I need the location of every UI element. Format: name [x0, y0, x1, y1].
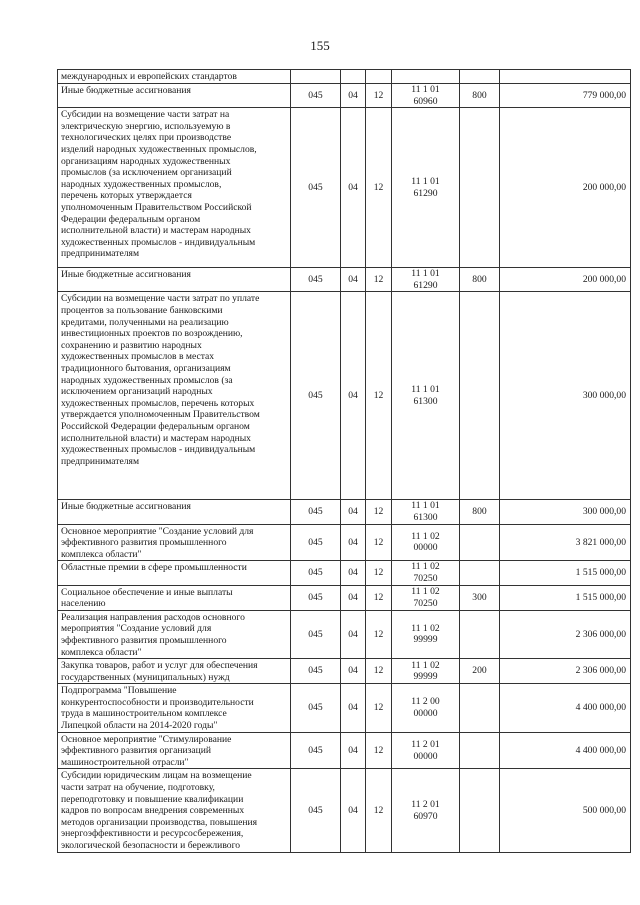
amount-cell: 300 000,00 [500, 500, 631, 524]
expense-name-line: кредитами, полученными на реализацию [61, 316, 229, 328]
expense-type-cell: 800 [460, 500, 500, 524]
section-cell: 04 [341, 108, 366, 268]
target-article-line: 61300 [413, 511, 438, 523]
expense-type-cell [460, 610, 500, 658]
target-article-line: 00000 [413, 707, 438, 719]
expense-name-cell [58, 769, 291, 852]
expense-name-line: уполномоченным Правительством Российской [61, 201, 252, 213]
expense-name-line: Закупка товаров, работ и услуг для обеспечения [61, 660, 258, 672]
section-cell: 04 [341, 292, 366, 500]
table-row [58, 84, 631, 108]
table-row [58, 524, 631, 561]
admin-code-cell: 045 [291, 561, 341, 585]
expense-name-line: Областные премии в сфере промышленности [61, 562, 247, 574]
expense-name-line: Иные бюджетные ассигнования [61, 269, 191, 281]
expense-name-line: мероприятия "Создание условий для [61, 623, 212, 635]
expense-name-line: кадров по вопросам внедрения современных [61, 805, 245, 817]
amount-cell [500, 70, 631, 84]
admin-code-cell: 045 [291, 108, 341, 268]
expense-name-line: Основное мероприятие "Создание условий для [61, 525, 254, 537]
target-article-line: 11 2 01 [411, 798, 440, 810]
section-cell: 04 [341, 561, 366, 585]
expense-name-line: процентов за пользование банковскими [61, 304, 223, 316]
expense-name-line: художественных промыслов, перечень которых [61, 397, 255, 409]
expense-name-cell [58, 732, 291, 769]
section-cell: 04 [341, 732, 366, 769]
target-article-cell [392, 769, 460, 852]
expense-name-line: труда в машиностроительном комплексе [61, 708, 227, 720]
expense-name-cell [58, 610, 291, 658]
expense-name-line: изделий народных художественных промыслов, [61, 143, 257, 155]
expense-type-cell: 300 [460, 585, 500, 610]
target-article-line: 11 1 02 [411, 530, 440, 542]
admin-code-cell: 045 [291, 292, 341, 500]
expense-name-line: комплекса области" [61, 548, 142, 560]
admin-code-cell: 045 [291, 610, 341, 658]
target-article-cell [392, 292, 460, 500]
admin-code-cell: 045 [291, 500, 341, 524]
admin-code-cell [291, 70, 341, 84]
target-article-line: 99999 [413, 634, 438, 646]
table-row [58, 732, 631, 769]
amount-cell: 1 515 000,00 [500, 585, 631, 610]
expense-name-cell [58, 585, 291, 610]
subsection-cell: 12 [366, 684, 392, 732]
expense-name-line: Российской Федерации федеральным органом [61, 420, 250, 432]
table-row [58, 561, 631, 585]
expense-name-line: переподготовку и повышение квалификации [61, 793, 244, 805]
target-article-cell [392, 659, 460, 684]
target-article-cell [392, 70, 460, 84]
section-cell: 04 [341, 684, 366, 732]
expense-name-line: населению [61, 598, 106, 610]
expense-name-line: эффективного развития промышленного [61, 634, 227, 646]
target-article-cell [392, 84, 460, 108]
expense-name-line: исполнительной власти) и мастерам народных [61, 432, 251, 444]
amount-cell: 3 821 000,00 [500, 524, 631, 561]
admin-code-cell: 045 [291, 524, 341, 561]
expense-name-cell [58, 500, 291, 524]
amount-cell: 200 000,00 [500, 268, 631, 292]
expense-name-line: исключением организаций народных [61, 386, 213, 398]
expense-name-line: предпринимателям [61, 248, 140, 260]
expense-name-line: перечень которых утверждается [61, 190, 192, 202]
section-cell: 04 [341, 84, 366, 108]
section-cell: 04 [341, 268, 366, 292]
expense-name-line: Иные бюджетные ассигнования [61, 501, 191, 513]
expense-name-line: машиностроительной отрасли" [61, 756, 189, 768]
expense-name-line: Основное мероприятие "Стимулирование [61, 733, 232, 745]
expense-type-cell [460, 769, 500, 852]
expense-name-cell [58, 70, 291, 84]
expense-name-line: традиционного бытования, организациям [61, 362, 231, 374]
subsection-cell: 12 [366, 268, 392, 292]
budget-table [57, 69, 631, 853]
table-row [58, 610, 631, 658]
table-row [58, 684, 631, 732]
amount-cell: 2 306 000,00 [500, 659, 631, 684]
table-row [58, 585, 631, 610]
expense-name-line: промыслов (за исключением организаций [61, 167, 232, 179]
section-cell: 04 [341, 769, 366, 852]
page-number: 155 [310, 38, 330, 53]
expense-name-line: утверждается уполномоченным Правительством [61, 409, 260, 421]
expense-name-line: сохранению и развитию народных [61, 339, 202, 351]
target-article-line: 11 1 01 [411, 268, 440, 280]
target-article-line: 11 1 01 [411, 84, 440, 95]
target-article-line: 11 2 01 [411, 738, 440, 750]
expense-type-cell: 800 [460, 84, 500, 108]
expense-name-line: Федерации федеральным органом [61, 213, 201, 225]
admin-code-cell: 045 [291, 732, 341, 769]
target-article-cell [392, 268, 460, 292]
admin-code-cell: 045 [291, 769, 341, 852]
expense-name-cell [58, 524, 291, 561]
target-article-line: 70250 [413, 597, 438, 609]
expense-type-cell [460, 292, 500, 500]
section-cell: 04 [341, 585, 366, 610]
expense-name-line: предпринимателям [61, 455, 140, 467]
target-article-cell [392, 732, 460, 769]
target-article-line: 99999 [413, 671, 438, 683]
table-row [58, 500, 631, 524]
expense-name-line: государственных (муниципальных) нужд [61, 671, 230, 683]
expense-name-line: народных художественных промыслов (за [61, 374, 233, 386]
expense-name-line: комплекса области" [61, 646, 142, 658]
section-cell: 04 [341, 659, 366, 684]
target-article-line: 11 1 01 [411, 384, 440, 396]
table-row [58, 659, 631, 684]
expense-type-cell [460, 524, 500, 561]
target-article-line: 11 1 02 [411, 622, 440, 634]
expense-name-line: методов организации производства, повышения [61, 816, 258, 828]
subsection-cell: 12 [366, 769, 392, 852]
target-article-line: 60960 [413, 95, 438, 107]
section-cell: 04 [341, 500, 366, 524]
target-article-line: 11 1 01 [411, 176, 440, 188]
expense-name-line: Субсидии на возмещение части затрат на [61, 109, 230, 121]
target-article-line: 61290 [413, 279, 438, 291]
expense-name-line: эффективного развития промышленного [61, 537, 227, 549]
target-article-line: 11 1 02 [411, 659, 440, 671]
expense-name-line: организациям народных художественных [61, 155, 231, 167]
table-row [58, 292, 631, 500]
expense-name-line: Липецкой области на 2014-2020 годы" [61, 720, 218, 732]
target-article-line: 00000 [413, 542, 438, 554]
expense-type-cell [460, 561, 500, 585]
target-article-line: 61300 [413, 395, 438, 407]
expense-type-cell: 800 [460, 268, 500, 292]
expense-type-cell: 200 [460, 659, 500, 684]
target-article-line: 70250 [413, 572, 438, 584]
expense-name-line: энергоэффективности и ресурсосбережения, [61, 828, 244, 840]
amount-cell: 2 306 000,00 [500, 610, 631, 658]
target-article-cell [392, 610, 460, 658]
amount-cell: 4 400 000,00 [500, 732, 631, 769]
subsection-cell: 12 [366, 108, 392, 268]
expense-name-line: инвестиционных проектов по возрождению, [61, 328, 243, 340]
expense-type-cell [460, 684, 500, 732]
expense-name-line: Реализация направления расходов основного [61, 611, 245, 623]
amount-cell: 300 000,00 [500, 292, 631, 500]
expense-name-line: исполнительной власти) и мастерам народных [61, 225, 251, 237]
amount-cell: 4 400 000,00 [500, 684, 631, 732]
expense-type-cell [460, 108, 500, 268]
subsection-cell: 12 [366, 84, 392, 108]
section-cell [341, 70, 366, 84]
amount-cell: 779 000,00 [500, 84, 631, 108]
target-article-line: 60970 [413, 810, 438, 822]
expense-name-line: эффективного развития организаций [61, 745, 212, 757]
target-article-line: 11 2 00 [411, 696, 440, 708]
expense-name-cell [58, 561, 291, 585]
table-row [58, 268, 631, 292]
expense-name-line: экологической безопасности и бережливого [61, 840, 241, 851]
expense-name-line: народных художественных промыслов, [61, 178, 222, 190]
section-cell: 04 [341, 524, 366, 561]
subsection-cell: 12 [366, 500, 392, 524]
table-row [58, 769, 631, 852]
expense-name-line: художественных промыслов - индивидуальным [61, 444, 256, 456]
admin-code-cell: 045 [291, 585, 341, 610]
expense-name-cell [58, 84, 291, 108]
expense-type-cell [460, 732, 500, 769]
subsection-cell: 12 [366, 292, 392, 500]
table-row [58, 70, 631, 84]
expense-name-cell [58, 292, 291, 500]
subsection-cell: 12 [366, 659, 392, 684]
subsection-cell [366, 70, 392, 84]
expense-name-cell [58, 684, 291, 732]
section-cell: 04 [341, 610, 366, 658]
expense-name-line: технологических целях при производстве [61, 132, 232, 144]
target-article-cell [392, 500, 460, 524]
admin-code-cell: 045 [291, 268, 341, 292]
subsection-cell: 12 [366, 585, 392, 610]
target-article-cell [392, 108, 460, 268]
target-article-cell [392, 585, 460, 610]
expense-name-line: конкурентоспособности и производительности [61, 696, 254, 708]
expense-name-line: художественных промыслов в местах [61, 351, 215, 363]
admin-code-cell: 045 [291, 84, 341, 108]
expense-name-line: Иные бюджетные ассигнования [61, 85, 191, 96]
amount-cell: 500 000,00 [500, 769, 631, 852]
expense-name-cell [58, 659, 291, 684]
expense-name-line: Субсидии юридическим лицам на возмещение [61, 770, 252, 782]
target-article-line: 61290 [413, 187, 438, 199]
target-article-cell [392, 524, 460, 561]
admin-code-cell: 045 [291, 684, 341, 732]
expense-name-line: Субсидии на возмещение части затрат по уплате [61, 293, 260, 305]
subsection-cell: 12 [366, 561, 392, 585]
target-article-line: 11 1 02 [411, 561, 440, 573]
expense-name-cell [58, 108, 291, 268]
admin-code-cell: 045 [291, 659, 341, 684]
amount-cell: 200 000,00 [500, 108, 631, 268]
target-article-line: 11 1 01 [411, 500, 440, 512]
target-article-cell [392, 684, 460, 732]
subsection-cell: 12 [366, 732, 392, 769]
expense-name-line: художественных промыслов - индивидуальным [61, 236, 256, 248]
table-row [58, 108, 631, 268]
expense-name-cell [58, 268, 291, 292]
subsection-cell: 12 [366, 524, 392, 561]
expense-name-line: электрическую энергию, используемую в [61, 120, 231, 132]
expense-name-line: международных и европейских стандартов [61, 71, 237, 82]
subsection-cell: 12 [366, 610, 392, 658]
expense-name-line: Подпрограмма "Повышение [61, 685, 177, 697]
target-article-cell [392, 561, 460, 585]
target-article-line: 11 1 02 [411, 586, 440, 598]
expense-name-line: части затрат на обучение, подготовку, [61, 782, 215, 794]
target-article-line: 00000 [413, 750, 438, 762]
amount-cell: 1 515 000,00 [500, 561, 631, 585]
expense-type-cell [460, 70, 500, 84]
expense-name-line: Социальное обеспечение и иные выплаты [61, 586, 233, 598]
